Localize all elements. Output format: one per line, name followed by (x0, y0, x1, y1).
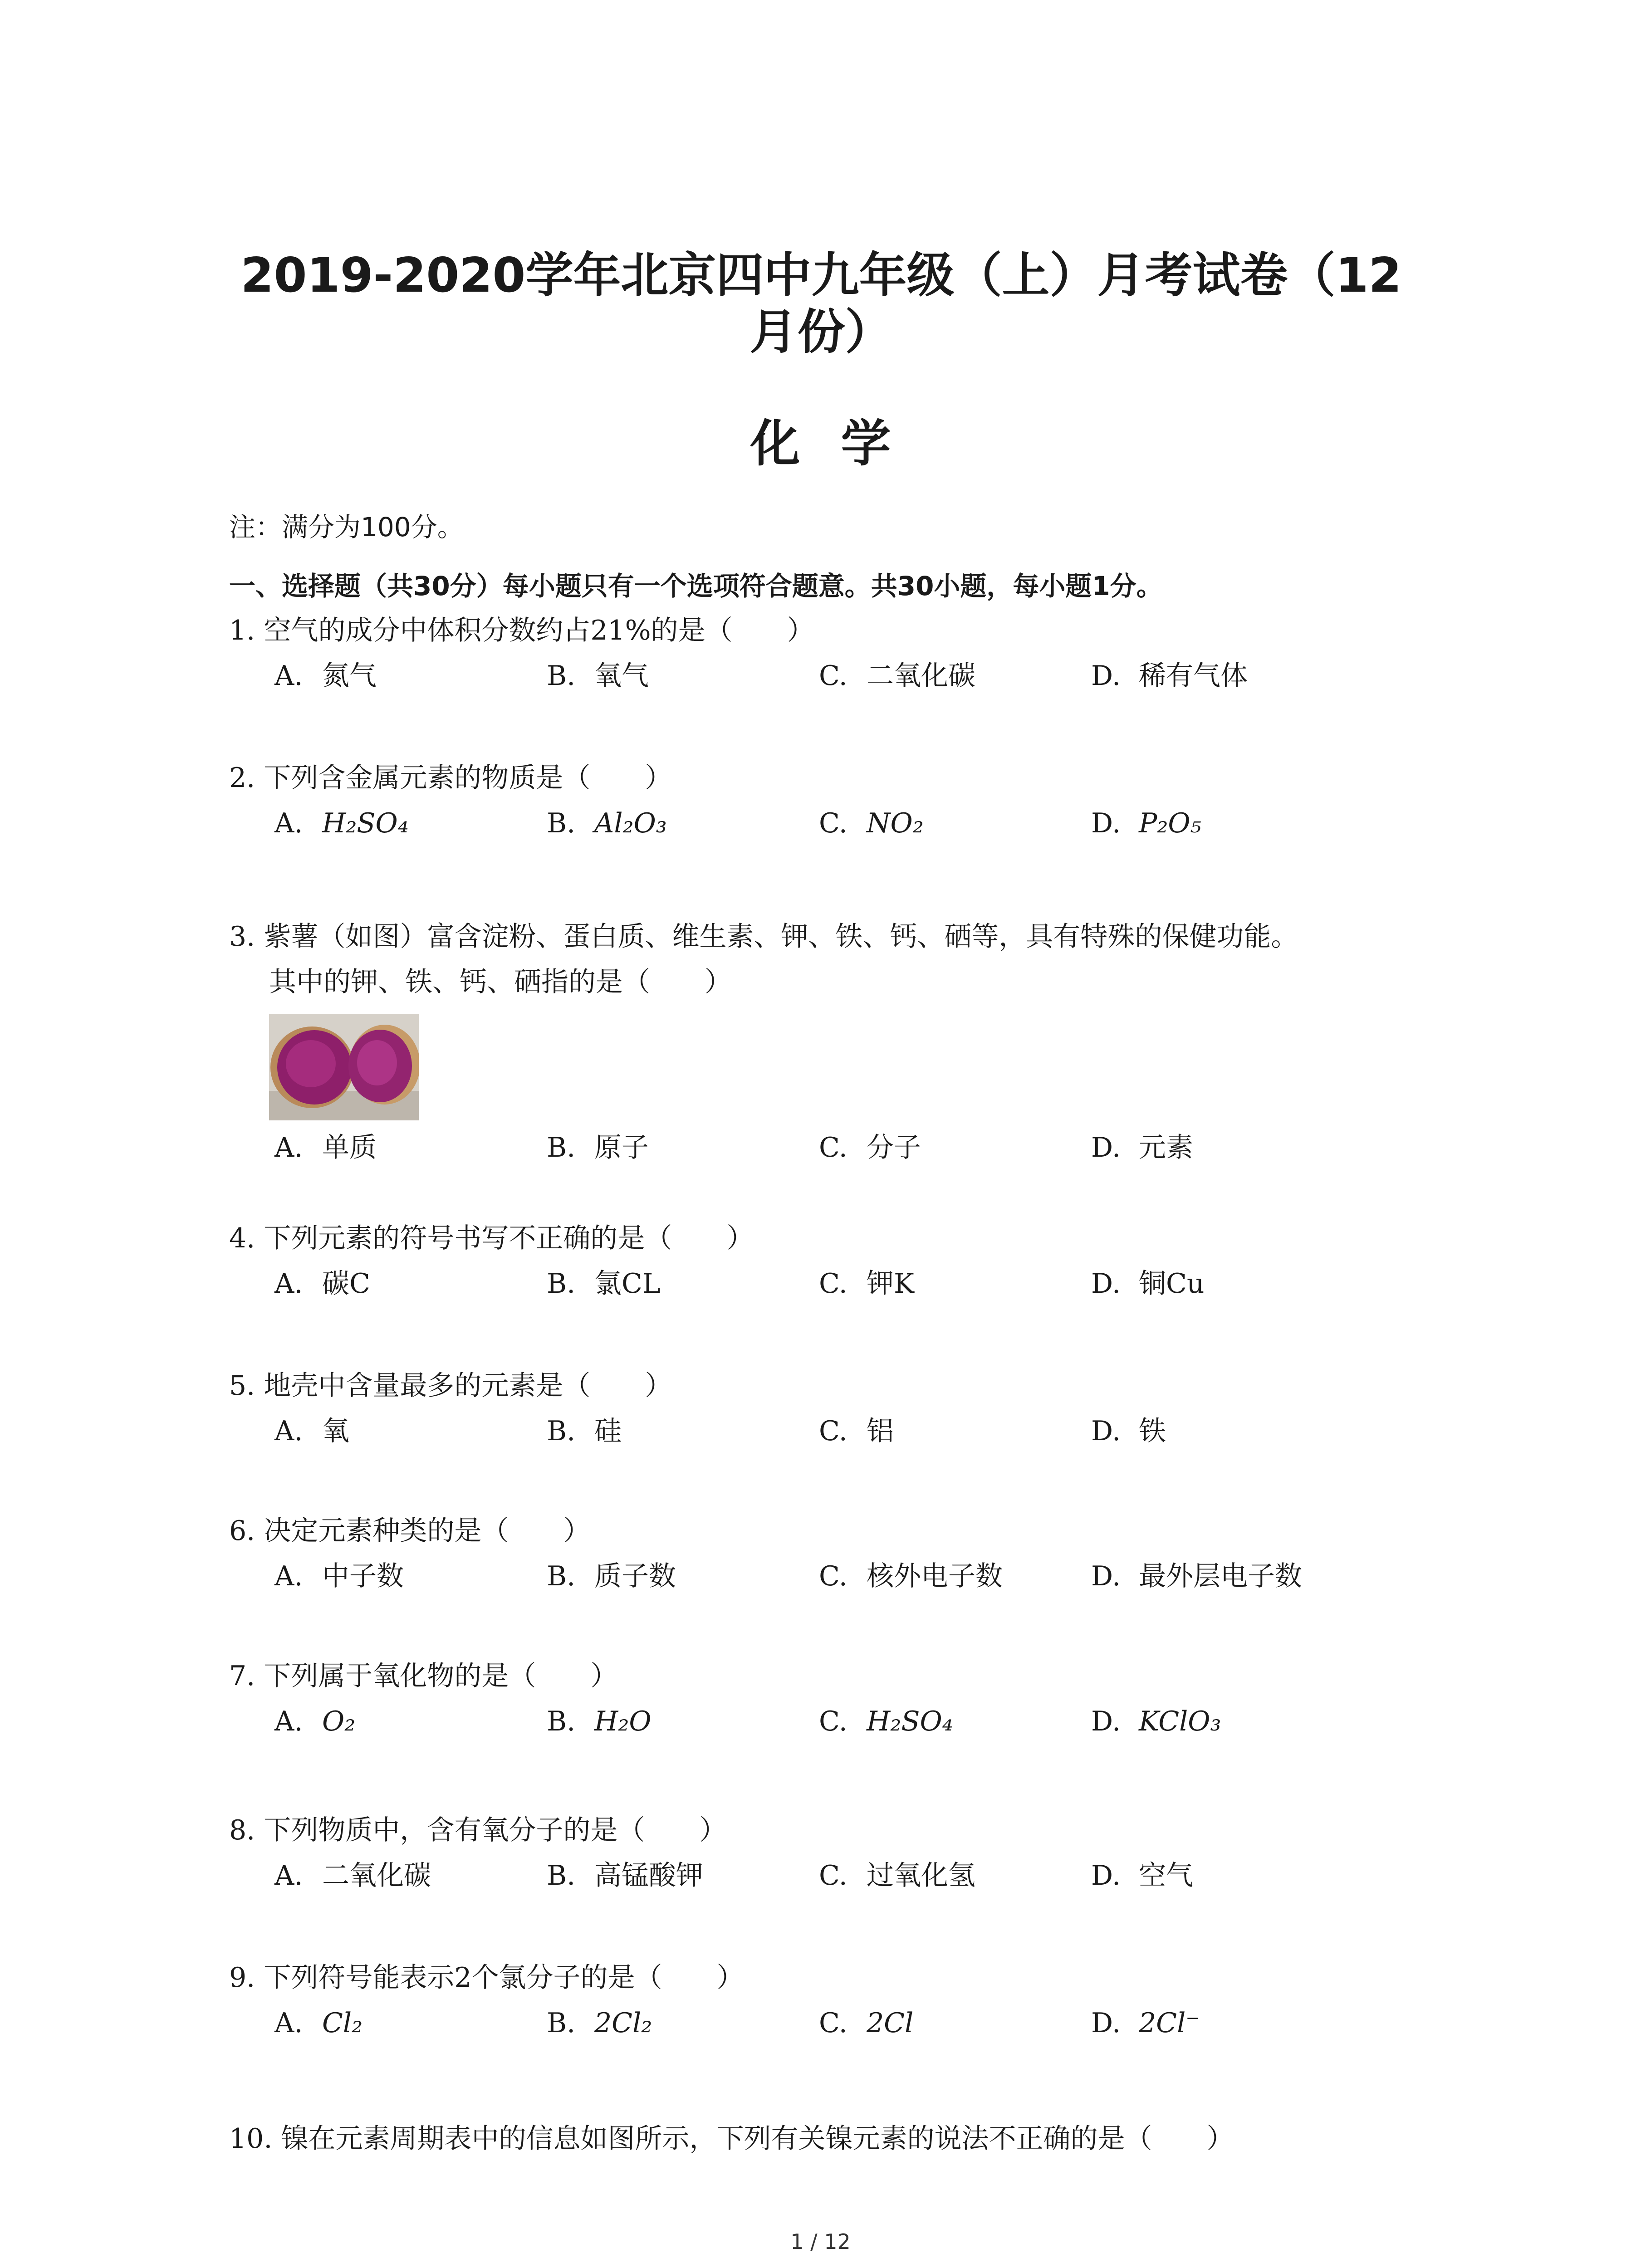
options-row (229, 1554, 1302, 1599)
option-d: D. P₂O₅ (1091, 807, 1201, 839)
page-title: 2019-2020学年北京四中九年级（上）月考试卷（12月份） (240, 248, 1402, 360)
option-d: D. 稀有气体 (1091, 660, 1248, 692)
option-d: D. KClO₃ (1091, 1706, 1221, 1737)
option-d: D. 元素 (1091, 1132, 1193, 1163)
option-c: C. 铝 (819, 1415, 894, 1447)
option-b: B. Al₂O₃ (547, 807, 667, 839)
options-row (229, 1261, 1205, 1306)
question-1 (229, 608, 1248, 699)
option-d: D. 空气 (1091, 1860, 1193, 1892)
option-b: B. 质子数 (547, 1560, 676, 1592)
question-7 (229, 1653, 1221, 1744)
page-number: 1 / 12 (790, 2229, 851, 2254)
options-row (229, 801, 1201, 846)
option-b: B. 氯CL (547, 1268, 661, 1300)
question-stem: 5. 地壳中含量最多的元素是（ ） (229, 1370, 672, 1402)
option-d: D. 铁 (1091, 1415, 1166, 1447)
score-note: 注：满分为100分。 (229, 512, 464, 543)
question-5 (229, 1363, 1166, 1454)
options-row (229, 1699, 1221, 1744)
options-row (229, 1853, 1193, 1898)
option-a: A. 二氧化碳 (274, 1860, 431, 1892)
question-stem: 4. 下列元素的符号书写不正确的是（ ） (229, 1222, 754, 1254)
option-a: A. O₂ (274, 1706, 356, 1737)
question-10 (229, 2116, 1234, 2161)
question-6 (229, 1508, 1302, 1599)
option-a: A. 中子数 (274, 1560, 404, 1592)
options-row (229, 2000, 1200, 2046)
question-stem: 10. 镍在元素周期表中的信息如图所示，下列有关镍元素的说法不正确的是（ ） (229, 2123, 1234, 2155)
question-stem: 8. 下列物质中，含有氧分子的是（ ） (229, 1814, 727, 1846)
section-heading: 一、选择题（共30分）每小题只有一个选项符合题意。共30小题，每小题1分。 (229, 571, 1163, 601)
question-4 (229, 1216, 1205, 1306)
purple-sweet-potato-image (269, 1014, 419, 1120)
question-stem: 2. 下列含金属元素的物质是（ ） (229, 762, 672, 794)
option-b: B. 2Cl₂ (547, 2007, 652, 2039)
options-row (229, 1125, 1298, 1170)
option-b: B. 高锰酸钾 (547, 1860, 703, 1892)
option-a: A. 氧 (274, 1415, 349, 1447)
option-d: D. 2Cl⁻ (1091, 2007, 1200, 2039)
option-c: C. NO₂ (819, 807, 924, 839)
option-d: D. 铜Cu (1091, 1268, 1205, 1300)
question-stem: 6. 决定元素种类的是（ ） (229, 1515, 591, 1547)
option-c: C. H₂SO₄ (819, 1706, 953, 1737)
option-a: A. H₂SO₄ (274, 807, 409, 839)
option-a: A. 碳C (274, 1268, 370, 1300)
question-3 (229, 914, 1298, 1170)
option-c: C. 分子 (819, 1132, 921, 1163)
option-c: C. 钾K (819, 1268, 914, 1300)
options-row (229, 653, 1248, 699)
question-stem: 1. 空气的成分中体积分数约占21%的是（ ） (229, 615, 814, 646)
options-row (229, 1408, 1166, 1454)
subject-heading: 化学 (750, 415, 932, 473)
question-stem: 7. 下列属于氧化物的是（ ） (229, 1660, 618, 1692)
option-b: B. 原子 (547, 1132, 649, 1163)
option-a: A. 单质 (274, 1132, 377, 1163)
option-c: C. 2Cl (819, 2007, 914, 2039)
option-b: B. H₂O (547, 1706, 652, 1737)
option-c: C. 过氧化氢 (819, 1860, 975, 1892)
option-d: D. 最外层电子数 (1091, 1560, 1302, 1592)
question-stem: 3. 紫薯（如图）富含淀粉、蛋白质、维生素、钾、铁、钙、硒等，具有特殊的保健功能。 其中的钾、铁、钙、硒指的是（ ） (229, 921, 1298, 998)
question-9 (229, 1955, 1200, 2046)
option-c: C. 二氧化碳 (819, 660, 975, 692)
question-stem: 9. 下列符号能表示2个氯分子的是（ ） (229, 1962, 744, 1994)
option-a: A. Cl₂ (274, 2007, 363, 2039)
option-b: B. 硅 (547, 1415, 622, 1447)
option-a: A. 氮气 (274, 660, 377, 692)
question-2 (229, 755, 1201, 846)
question-8 (229, 1808, 1193, 1898)
option-c: C. 核外电子数 (819, 1560, 1003, 1592)
option-b: B. 氧气 (547, 660, 649, 692)
